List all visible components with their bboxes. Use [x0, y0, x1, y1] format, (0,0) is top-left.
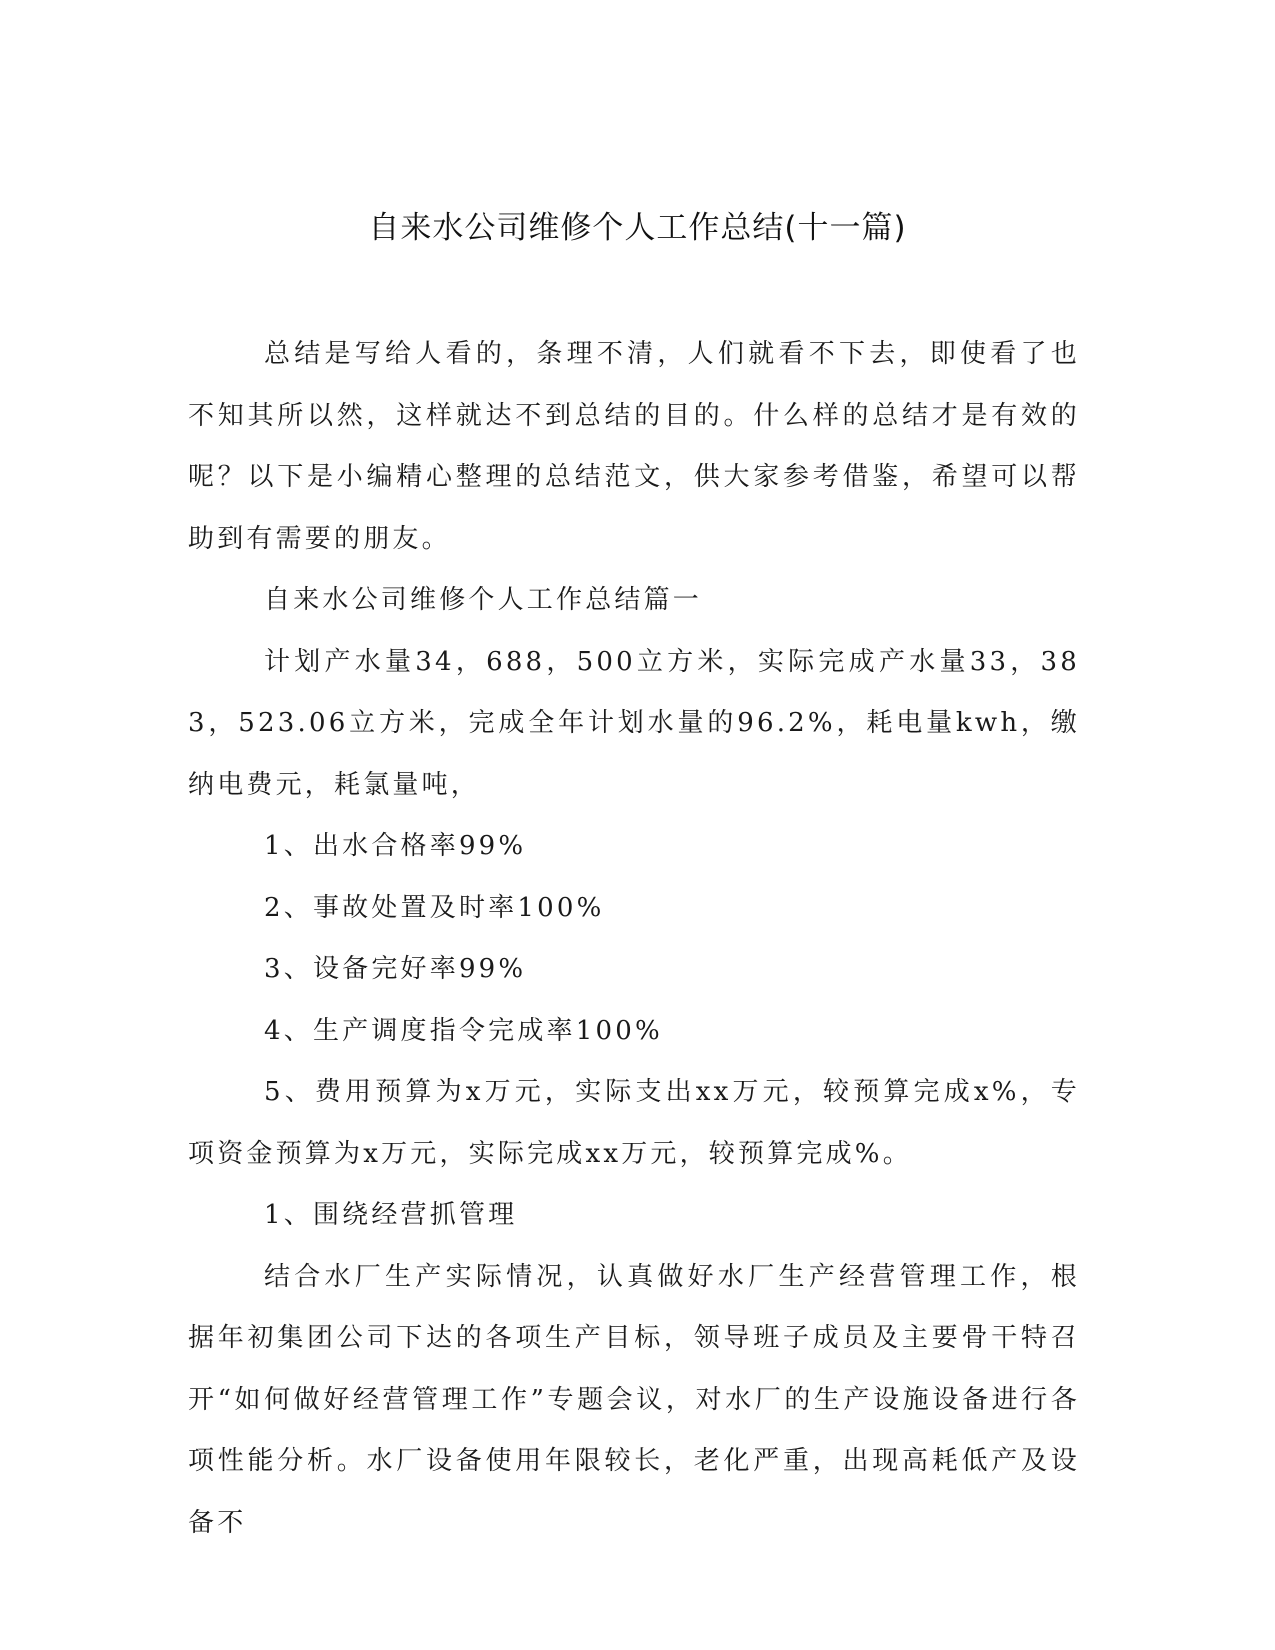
intro-paragraph: 总结是写给人看的，条理不清，人们就看不下去，即使看了也不知其所以然，这样就达不到总结的目的。什么样的总结才是有效的呢？以下是小编精心整理的总结范文，供大家参考借鉴，希望可以帮助到有需要的朋友。 — [188, 339, 1080, 554]
list-item-dispatch-completion: 4、生产调度指令完成率100% — [264, 1015, 663, 1046]
document-body — [188, 324, 1080, 1554]
subheading-management: 1、围绕经营抓管理 — [264, 1200, 518, 1230]
list-item-water-quality: 1、出水合格率99% — [264, 831, 527, 861]
management-paragraph: 结合水厂生产实际情况，认真做好水厂生产经营管理工作，根据年初集团公司下达的各项生产目标，领导班子成员及主要骨干特召开“如何做好经营管理工作”专题会议，对水厂的生产设施设备进行各项性能分析。水厂设备使用年限较长，老化严重，出现高耗低产及设备不 — [188, 1261, 1080, 1538]
list-item-budget: 5、费用预算为x万元，实际支出xx万元，较预算完成x%，专项资金预算为x万元，实际完成xx万元，较预算完成%。 — [188, 1077, 1080, 1169]
production-summary-paragraph: 计划产水量34，688，500立方米，实际完成产水量33，383，523.06立方米，完成全年计划水量的96.2%，耗电量kwh，缴纳电费元，耗氯量吨， — [188, 646, 1080, 800]
section-heading-part-one: 自来水公司维修个人工作总结篇一 — [264, 585, 703, 615]
list-item-incident-response: 2、事故处置及时率100% — [264, 892, 605, 923]
list-item-equipment-condition: 3、设备完好率99% — [264, 954, 527, 984]
document-title: 自来水公司维修个人工作总结(十一篇) — [368, 210, 907, 246]
